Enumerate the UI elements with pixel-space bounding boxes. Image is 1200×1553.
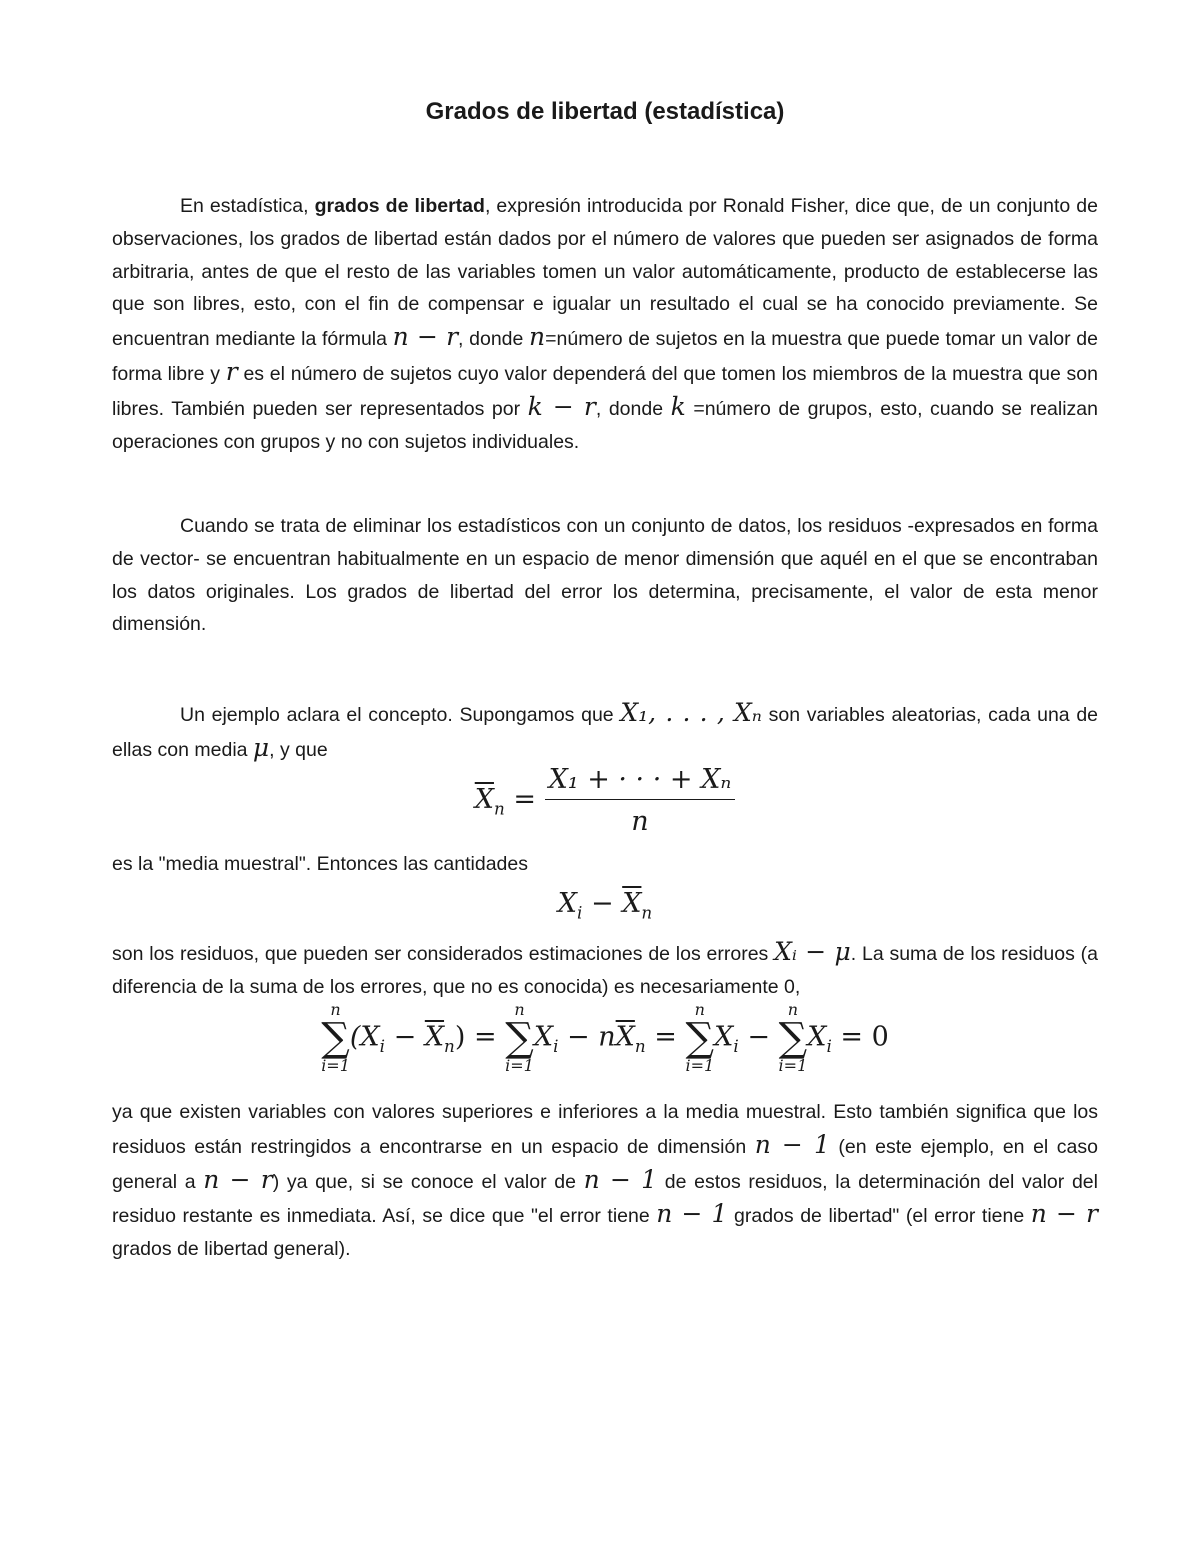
math-subscript: i <box>733 1035 739 1056</box>
math-inline: k − r <box>527 391 596 421</box>
sum-operator: n ∑ i=1 <box>778 1000 808 1075</box>
fraction-numerator: X₁ + · · · + Xₙ <box>545 764 736 800</box>
math-operator: = <box>645 1021 686 1053</box>
text: ya que existen variables con valores superiores e inferiores a la media muestral. Esto también significa que los residuos están restringidos a encontrarse en un espacio de dimensión <box>112 1101 1098 1158</box>
math-operator: = 0 <box>831 1021 889 1053</box>
sum-operator: n ∑ i=1 <box>321 1000 350 1075</box>
sum-operator: n ∑ i=1 <box>505 1000 534 1075</box>
math-operator: − <box>738 1021 779 1053</box>
sum-upper-limit: n <box>514 1000 525 1019</box>
math-symbol: $\overline{X}$ <box>615 1021 635 1053</box>
equation-residual-sum <box>112 1002 1098 1074</box>
math-symbol: $\overline{X}$ <box>424 1021 445 1053</box>
math-subscript: n <box>444 1035 455 1056</box>
math-inline: k <box>670 391 686 421</box>
paragraph-example <box>112 697 1098 767</box>
math-inline: n − r <box>1030 1199 1098 1229</box>
math-subscript: n <box>493 798 505 819</box>
text: son variables aleatorias, cada una de ellas con media <box>112 704 1099 761</box>
text: . La suma de los residuos (a diferencia de la suma de los errores, que no es conocida) es necesariamente 0, <box>112 943 1098 998</box>
math-symbol: X <box>807 1021 827 1053</box>
math-subscript: i <box>826 1035 832 1056</box>
text: (en este ejemplo, en el caso general a <box>112 1135 1098 1193</box>
math-operator: ) = <box>454 1021 506 1053</box>
text: son los residuos, que pueden ser considerados estimaciones de los errores <box>112 943 775 965</box>
paragraph-conclusion <box>112 1096 1098 1266</box>
text: Un ejemplo aclara el concepto. Supongamos que <box>180 704 621 726</box>
math-symbol: X <box>714 1021 734 1053</box>
page-title: Grados de libertad (estadística) <box>425 98 785 125</box>
text: de estos residuos, la determinación del valor del residuo restante es inmediata. Así, se dice que "el error tiene <box>112 1170 1098 1228</box>
math-subscript: i <box>577 902 583 923</box>
math-inline: n − 1 <box>754 1129 830 1159</box>
text: es el número de sujetos cuyo valor dependerá del que tomen los miembros de la muestra que son libres. También pueden ser representados por <box>112 362 1099 420</box>
text: ) ya que, si se conoce el valor de <box>272 1170 584 1193</box>
math-inline: n − r <box>203 1164 273 1194</box>
sum-lower-limit: i=1 <box>685 1056 715 1075</box>
fraction-denominator: n <box>631 806 649 837</box>
math-symbol: $\overline{X}$ <box>622 888 642 919</box>
sum-lower-limit: i=1 <box>321 1056 350 1075</box>
equation-sample-mean: $\overline{X}_n$ = $\frac{\text{X₁ + · · · + Xₙ}}{n}$ <box>112 764 1098 837</box>
math-operator: − <box>582 888 623 919</box>
text: , y que <box>269 738 328 761</box>
sum-upper-limit: n <box>330 1000 341 1019</box>
paragraph-errors <box>112 936 1098 1004</box>
math-inline: r <box>225 356 238 386</box>
equation-residual <box>112 888 1098 922</box>
paragraph-residuals: Cuando se trata de eliminar los estadísticos con un conjunto de datos, los residuos -expresados en forma de vector- se encuentran habitualmente en un espacio de menor dimensión que aquél en el que se encontraban los datos originales. Los grados de libertad del error los determina, precisamente, el valor de esta menor dimensión. <box>112 515 1098 636</box>
sum-upper-limit: n <box>787 1000 799 1019</box>
math-inline: n − 1 <box>583 1164 658 1194</box>
math-symbol: X <box>533 1021 554 1053</box>
sum-lower-limit: i=1 <box>778 1056 808 1075</box>
math-operator: − <box>385 1021 425 1053</box>
sum-lower-limit: i=1 <box>505 1056 534 1075</box>
text: , donde <box>458 328 530 351</box>
text: grados de libertad general). <box>112 1238 351 1261</box>
math-term: − n <box>558 1021 616 1053</box>
math-inline: n − r <box>392 322 459 352</box>
math-symbol: X <box>557 888 578 919</box>
text: En estadística, <box>180 195 315 217</box>
math-inline: X₁, . . . , Xₙ <box>620 698 762 727</box>
text: , expresión introducida por Ronald Fisher, dice que, de un conjunto de observaciones, los grados de libertad están dados por el número de valores que pueden ser asignados de forma arbitraria, antes de que el resto de las variables tomen un valor automáticamente, producto de establecerse las que son libres, esto, con el fin de compensar e igualar un resultado el cual se ha conocido previamente. Se encuentran mediante la fórmula <box>112 195 1098 351</box>
math-subscript: i <box>379 1035 386 1056</box>
bold-term: grados de libertad <box>314 195 485 217</box>
sum-operator: n ∑ i=1 <box>685 1000 715 1075</box>
math-subscript: i <box>553 1035 559 1056</box>
math-inline: Xᵢ − μ <box>774 937 851 966</box>
text: , donde <box>595 397 671 420</box>
math-subscript: n <box>634 1035 646 1056</box>
math-symbol: $\overline{X}$ <box>474 784 494 815</box>
text: =número de grupos, esto, cuando se realizan operaciones con grupos y no con sujetos individuales. <box>112 397 1098 453</box>
math-inline: μ <box>252 732 270 762</box>
math-subscript: n <box>641 902 653 923</box>
text: =número de sujetos en la muestra que puede tomar un valor de forma libre y <box>112 328 1098 385</box>
math-term: (X <box>349 1021 380 1053</box>
sum-upper-limit: n <box>694 1000 705 1019</box>
math-inline: n <box>529 322 546 352</box>
paragraph-sample-mean: es la "media muestral". Entonces las cantidades <box>112 853 528 875</box>
math-inline: n − 1 <box>656 1199 728 1229</box>
text: grados de libertad" (el error tiene <box>727 1205 1031 1228</box>
fraction <box>545 764 736 837</box>
paragraph-definition <box>112 190 1098 458</box>
